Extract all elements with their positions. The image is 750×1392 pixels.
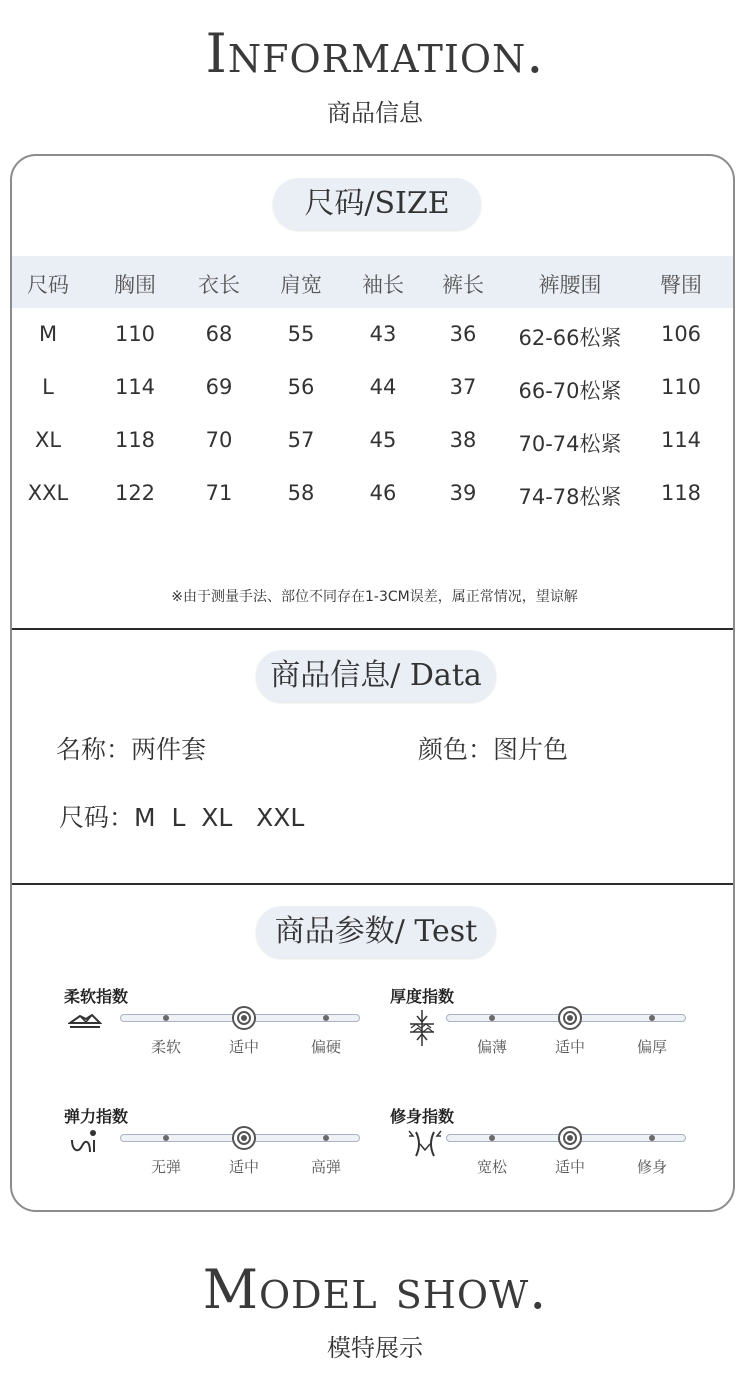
parameter-tick-label: 偏厚: [636, 1038, 667, 1056]
parameter-tick-label: 柔软: [150, 1038, 181, 1056]
size-table-cell: 69: [205, 375, 233, 399]
size-table-cell: 122: [114, 481, 156, 505]
parameter-tick-label: 偏薄: [476, 1038, 507, 1056]
parameter-tick-label: 高弹: [310, 1158, 341, 1176]
size-column-header: 胸围: [114, 273, 156, 297]
size-column-header: 肩宽: [280, 273, 322, 297]
size-table-cell: 118: [660, 481, 702, 505]
size-table-cell: 44: [369, 375, 397, 399]
parameter-slider-knob: [232, 1126, 256, 1150]
test-section-title: 商品参数/ Test: [256, 906, 496, 958]
size-table-cell: 114: [660, 428, 702, 452]
parameter-tick-label: 宽松: [476, 1158, 507, 1176]
size-column-header: 衣长: [198, 273, 240, 297]
size-table-cell: 70-74松紧: [518, 432, 622, 456]
fit-icon: [407, 1128, 443, 1162]
parameter-slider-dot: [163, 1015, 169, 1021]
parameter-slider-knob: [232, 1006, 256, 1030]
size-table-cell: 114: [114, 375, 156, 399]
size-table-cell: XXL: [27, 481, 69, 505]
size-table-cell: 110: [114, 322, 156, 346]
size-table-cell: 74-78松紧: [518, 485, 622, 509]
size-column-header: 裤腰围: [538, 273, 602, 297]
parameter-slider-knob: [558, 1006, 582, 1030]
product-name: 名称：两件套: [56, 735, 207, 764]
model-show-title: Model show.: [202, 1258, 548, 1321]
parameter-slider-dot: [323, 1135, 329, 1141]
size-table-cell: 55: [287, 322, 315, 346]
size-table-cell: 43: [369, 322, 397, 346]
softness-icon: [68, 1008, 102, 1036]
information-title: Information.: [205, 22, 545, 85]
size-table-cell: 68: [205, 322, 233, 346]
parameter-slider-knob: [558, 1126, 582, 1150]
product-color: 颜色：图片色: [418, 735, 569, 764]
size-column-header: 裤长: [442, 273, 484, 297]
parameter-slider-dot: [163, 1135, 169, 1141]
information-subtitle: 商品信息: [327, 99, 423, 127]
size-table-cell: 56: [287, 375, 315, 399]
parameter-slider-dot: [489, 1135, 495, 1141]
elasticity-icon: [68, 1128, 102, 1162]
parameter-tick-label: 适中: [554, 1158, 585, 1176]
product-card: [10, 154, 735, 1212]
measurement-note: ※由于测量手法、部位不同存在1-3CM误差，属正常情况，望谅解: [171, 589, 578, 605]
section-divider: [12, 628, 735, 630]
parameter-slider-dot: [649, 1015, 655, 1021]
parameter-label: 修身指数: [390, 1107, 455, 1126]
parameter-tick-label: 修身: [636, 1158, 667, 1176]
size-table-cell: 118: [114, 428, 156, 452]
parameter-label: 弹力指数: [64, 1107, 129, 1126]
size-table-cell: 36: [449, 322, 477, 346]
size-table-cell: 57: [287, 428, 315, 452]
size-section-title: 尺码/SIZE: [273, 178, 481, 230]
parameter-label: 柔软指数: [64, 987, 129, 1006]
size-column-header: 臀围: [660, 273, 702, 297]
parameter-slider-dot: [489, 1015, 495, 1021]
size-column-header: 尺码: [27, 273, 69, 297]
thickness-icon: [407, 1008, 437, 1052]
parameter-tick-label: 适中: [228, 1158, 259, 1176]
size-table-cell: 70: [205, 428, 233, 452]
size-table-cell: L: [42, 375, 54, 399]
size-table-cell: 37: [449, 375, 477, 399]
parameter-tick-label: 适中: [228, 1038, 259, 1056]
size-table-cell: 46: [369, 481, 397, 505]
size-table-cell: 71: [205, 481, 233, 505]
size-table-cell: 58: [287, 481, 315, 505]
model-show-subtitle: 模特展示: [327, 1334, 423, 1362]
parameter-slider-dot: [323, 1015, 329, 1021]
size-table-cell: 45: [369, 428, 397, 452]
product-sizes: 尺码：M L XL XXL: [59, 803, 305, 832]
parameter-slider-dot: [649, 1135, 655, 1141]
size-table-cell: 62-66松紧: [518, 326, 622, 350]
size-table-cell: 110: [660, 375, 702, 399]
size-table-cell: 66-70松紧: [518, 379, 622, 403]
size-table-cell: 39: [449, 481, 477, 505]
size-table-cell: XL: [34, 428, 62, 452]
parameter-tick-label: 适中: [554, 1038, 585, 1056]
section-divider: [12, 883, 735, 885]
data-section-title: 商品信息/ Data: [256, 650, 496, 702]
parameter-tick-label: 无弹: [150, 1158, 181, 1176]
size-table-cell: M: [38, 322, 58, 346]
parameter-tick-label: 偏硬: [310, 1038, 341, 1056]
size-column-header: 袖长: [362, 273, 404, 297]
size-table-cell: 106: [660, 322, 702, 346]
parameter-label: 厚度指数: [390, 987, 455, 1006]
size-table-cell: 38: [449, 428, 477, 452]
